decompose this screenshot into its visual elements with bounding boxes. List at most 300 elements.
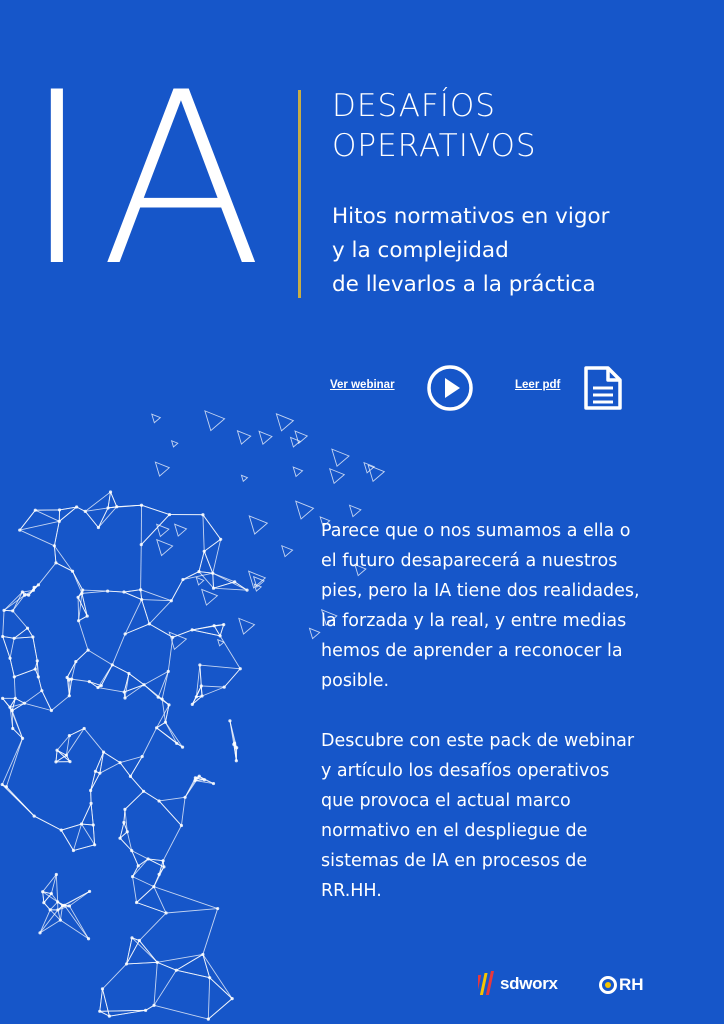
mesh-edge [142, 728, 156, 757]
mesh-node [58, 508, 61, 511]
mesh-edge [133, 877, 154, 887]
mesh-shard [172, 441, 178, 447]
mesh-node [141, 755, 144, 758]
mesh-edge [130, 776, 143, 791]
mesh-node [139, 588, 142, 591]
orh-logo [598, 972, 644, 998]
mesh-edge [165, 722, 176, 743]
mesh-node [180, 824, 183, 827]
mesh-edge [141, 590, 172, 601]
mesh-edge [60, 920, 88, 939]
mesh-edge [200, 665, 240, 669]
mesh-edge [13, 611, 28, 628]
mesh-edge [203, 515, 221, 540]
mesh-node [115, 505, 118, 508]
mesh-node [102, 750, 105, 753]
mesh-node [60, 829, 63, 832]
mesh-shard [241, 475, 247, 481]
mesh-edge [220, 625, 224, 636]
mesh-shard [330, 469, 345, 484]
mesh-edge [203, 954, 210, 977]
mesh-node [122, 821, 125, 824]
mesh-edge [204, 551, 213, 573]
mesh-edge [125, 791, 144, 809]
mesh-node [123, 696, 126, 699]
mesh-edge [78, 597, 79, 620]
mesh-edge [100, 752, 104, 773]
mesh-node [168, 513, 171, 516]
mesh-edge [54, 521, 59, 545]
mesh-edge [102, 989, 109, 1016]
mesh-node [109, 490, 112, 493]
mesh-edge [199, 572, 213, 574]
mesh-node [137, 864, 140, 867]
mesh-node [67, 679, 70, 682]
mesh-edge [72, 662, 76, 680]
mesh-node [61, 904, 64, 907]
mesh-node [50, 892, 53, 895]
mesh-node [140, 543, 143, 546]
mesh-edge [120, 763, 130, 777]
mesh-node [201, 953, 204, 956]
mesh-node [59, 919, 62, 922]
mesh-edge [101, 665, 112, 686]
mesh-node [13, 637, 16, 640]
mesh-node [38, 931, 41, 934]
mesh-node [197, 570, 200, 573]
mesh-edge [173, 630, 192, 637]
mesh-node [1, 783, 4, 786]
mesh-node [14, 697, 17, 700]
mesh-node [56, 900, 59, 903]
mesh-edge [213, 573, 235, 582]
mesh-shard [295, 431, 307, 443]
mesh-edge [89, 682, 101, 686]
mesh-node [84, 510, 87, 513]
text-line: pies, pero la IA tiene dos realidades, [321, 581, 640, 601]
text-line: hemos de aprender a reconocer la [321, 641, 623, 661]
mesh-edge [154, 970, 176, 1005]
mesh-node [58, 520, 61, 523]
mesh-edge [102, 964, 126, 989]
mesh-node [80, 592, 83, 595]
mesh-shard [259, 431, 272, 444]
mesh-edge [171, 580, 183, 601]
mesh-node [5, 785, 8, 788]
mesh-edge [124, 592, 142, 600]
paragraph-description [321, 726, 713, 906]
mesh-node [156, 961, 159, 964]
mesh-edge [213, 573, 247, 590]
mesh-shard [350, 505, 361, 516]
mesh-edge [210, 978, 232, 999]
mesh-node [106, 506, 109, 509]
mesh-edge [185, 776, 199, 797]
mesh-node [200, 694, 203, 697]
mesh-edge [112, 634, 125, 665]
mesh-edge [82, 591, 108, 593]
mesh-node [130, 936, 133, 939]
mesh-edge [199, 572, 214, 589]
play-circle-icon[interactable] [426, 364, 474, 412]
mesh-node [239, 667, 242, 670]
mesh-node [74, 660, 77, 663]
mesh-node [235, 759, 238, 762]
mesh-node [193, 779, 196, 782]
mesh-node [86, 648, 89, 651]
mesh-edge [10, 658, 14, 677]
mesh-edge [73, 845, 94, 851]
mesh-edge [82, 824, 94, 825]
mesh-node [135, 901, 138, 904]
mesh-node [126, 830, 129, 833]
mesh-shard [282, 546, 293, 557]
mesh-edge [56, 750, 57, 762]
mesh-node [71, 570, 74, 573]
mesh-edge [2, 738, 22, 784]
mesh-edge [51, 696, 69, 711]
title-line: OPERATIVOS [332, 128, 537, 164]
mesh-node [26, 627, 29, 630]
mesh-edge [192, 686, 201, 704]
mesh-node [216, 907, 219, 910]
mesh-edge [42, 691, 52, 711]
mesh-edge [144, 685, 158, 697]
mesh-node [13, 675, 16, 678]
mesh-edge [69, 906, 88, 939]
mesh-edge [14, 677, 15, 699]
mesh-node [31, 635, 34, 638]
mesh-shard [249, 516, 267, 534]
mesh-node [144, 1009, 147, 1012]
mesh-node [164, 721, 167, 724]
mesh-node [23, 702, 26, 705]
mesh-edge [126, 941, 139, 964]
mesh-edge [208, 978, 209, 1019]
subtitle-line: Hitos normativos en vigor [332, 204, 610, 229]
mesh-node [32, 589, 35, 592]
mesh-node [157, 799, 160, 802]
mesh-node [171, 636, 174, 639]
mesh-edge [144, 671, 168, 684]
mesh-node [37, 583, 40, 586]
mesh-edge [100, 763, 120, 774]
mesh-edge [100, 989, 103, 1011]
mesh-edge [213, 573, 214, 588]
mesh-node [34, 509, 37, 512]
mesh-node [68, 904, 71, 907]
mesh-node [11, 709, 14, 712]
mesh-shard [293, 467, 302, 476]
mesh-edge [20, 530, 55, 546]
mesh-node [66, 676, 69, 679]
mesh-edge [203, 954, 232, 998]
mesh-edge [139, 913, 166, 941]
mesh-edge [6, 787, 34, 816]
text-line: el futuro desaparecerá a nuestros [321, 551, 618, 571]
mesh-edge [132, 851, 139, 866]
subtitle-line: de llevarlos a la práctica [332, 272, 596, 297]
mesh-edge [38, 677, 41, 691]
mesh-node [223, 686, 226, 689]
mesh-edge [159, 797, 185, 801]
mesh-edge [129, 674, 144, 685]
mesh-edge [79, 621, 88, 650]
mesh-edge [183, 573, 213, 579]
mesh-shard [155, 462, 169, 476]
mesh-node [89, 789, 92, 792]
mesh-edge [141, 515, 169, 545]
mesh-shard [309, 628, 319, 638]
mesh-node [98, 1010, 101, 1013]
gold-divider [298, 90, 301, 298]
mesh-node [191, 703, 194, 706]
mesh-node [1, 635, 4, 638]
mesh-edge [201, 686, 224, 687]
mesh-node [170, 599, 173, 602]
mesh-node [87, 937, 90, 940]
mesh-edge [91, 771, 96, 790]
mesh-edge [192, 625, 224, 630]
mesh-edge [73, 571, 83, 590]
mesh-node [68, 734, 71, 737]
mesh-edge [214, 588, 248, 590]
mesh-node [142, 683, 145, 686]
mesh-node [140, 598, 143, 601]
mesh-edge [142, 600, 150, 624]
mesh-node [27, 594, 30, 597]
mesh-edge [126, 962, 157, 964]
mesh-node [8, 657, 11, 660]
mesh-node [54, 760, 57, 763]
mesh-edge [95, 752, 103, 771]
mesh-node [33, 586, 36, 589]
mesh-edge [56, 755, 66, 762]
mesh-node [88, 680, 91, 683]
mesh-node [195, 695, 198, 698]
mesh-edge [24, 703, 51, 710]
mesh-edge [157, 728, 177, 744]
mesh-node [65, 754, 68, 757]
mesh-node [55, 749, 58, 752]
mesh-node [181, 578, 184, 581]
mesh-edge [33, 637, 37, 661]
sdworx-logo [478, 970, 558, 998]
mesh-edge [63, 891, 90, 905]
mesh-edge [98, 688, 124, 692]
leer-pdf-link[interactable]: Leer pdf [515, 379, 561, 391]
mesh-edge [76, 650, 88, 662]
mesh-edge [144, 791, 159, 801]
mesh-node [96, 686, 99, 689]
title-line: DESAFÍOS [332, 88, 496, 124]
mesh-node [207, 1018, 210, 1021]
mesh-edge [203, 909, 218, 955]
mesh-node [203, 778, 206, 781]
mesh-node [106, 589, 109, 592]
mesh-edge [84, 728, 103, 752]
mesh-node [68, 760, 71, 763]
mesh-shard [175, 524, 187, 536]
mesh-node [1, 697, 4, 700]
mesh-node [41, 890, 44, 893]
mesh-node [175, 969, 178, 972]
mesh-node [231, 997, 234, 1000]
mesh-node [50, 709, 53, 712]
mesh-node [161, 697, 164, 700]
mesh-edge [14, 637, 33, 638]
mesh-node [56, 908, 59, 911]
mesh-edge [154, 874, 159, 886]
mesh-node [86, 614, 89, 617]
mesh-shard [237, 431, 250, 444]
mesh-edge [14, 628, 27, 638]
mesh-edge [203, 515, 204, 552]
mesh-node [158, 873, 161, 876]
mesh-node [125, 962, 128, 965]
mesh-node [49, 908, 52, 911]
mesh-edge [54, 546, 72, 571]
mesh-node [127, 672, 130, 675]
mesh-node [36, 659, 39, 662]
mesh-edge [154, 887, 218, 909]
mesh-node [123, 808, 126, 811]
mesh-edge [108, 492, 110, 508]
mesh-node [203, 550, 206, 553]
mesh-node [162, 859, 165, 862]
mesh-node [213, 624, 216, 627]
mesh-node [191, 628, 194, 631]
mesh-edge [132, 938, 157, 963]
mesh-edge [10, 638, 14, 658]
mesh-node [23, 594, 26, 597]
mesh-edge [165, 722, 182, 747]
mesh-node [219, 538, 222, 541]
sdworx-logo-text: sdworx [500, 974, 558, 993]
mesh-node [118, 837, 121, 840]
document-icon[interactable] [582, 364, 624, 412]
mesh-shard [291, 437, 301, 447]
ver-webinar-link[interactable]: Ver webinar [330, 379, 395, 391]
text-line: y artículo los desafíos operativos [321, 761, 610, 781]
mesh-edge [108, 505, 141, 508]
mesh-node [2, 609, 5, 612]
mesh-node [83, 727, 86, 730]
mesh-edge [162, 699, 165, 722]
mesh-edge [199, 551, 204, 571]
mesh-edge [163, 826, 181, 861]
mesh-node [235, 746, 238, 749]
mesh-edge [137, 887, 154, 903]
mesh-node [42, 901, 45, 904]
mesh-edge [61, 824, 81, 830]
mesh-shard [157, 540, 173, 556]
mesh-edge [64, 905, 88, 938]
mesh-edge [112, 665, 129, 674]
mesh-node [34, 667, 37, 670]
page-title [332, 86, 702, 166]
mesh-node [40, 689, 43, 692]
mesh-node [33, 814, 36, 817]
mesh-node [198, 663, 201, 666]
mesh-edge [14, 669, 35, 677]
mesh-node [21, 737, 24, 740]
mesh-node [88, 890, 91, 893]
mesh-shard [296, 501, 314, 519]
mesh-node [219, 634, 222, 637]
sdworx-bars-icon [478, 971, 496, 997]
mesh-node [118, 761, 121, 764]
mesh-shard [332, 449, 349, 466]
mesh-node [54, 561, 57, 564]
mesh-edge [202, 687, 224, 696]
mesh-node [130, 849, 133, 852]
mesh-node [222, 623, 225, 626]
mesh-edge [142, 505, 170, 514]
mesh-edge [159, 801, 181, 826]
mesh-edge [224, 669, 240, 687]
mesh-node [124, 632, 127, 635]
text-line: RR.HH. [321, 881, 382, 901]
mesh-node [162, 865, 165, 868]
mesh-node [131, 875, 134, 878]
mesh-node [37, 675, 40, 678]
mesh-edge [158, 697, 169, 705]
mesh-node [148, 622, 151, 625]
orh-logo-text: RH [619, 975, 644, 994]
mesh-edge [91, 773, 100, 790]
mesh-node [245, 589, 248, 592]
mesh-edge [85, 511, 98, 527]
mesh-node [89, 802, 92, 805]
mesh-node [92, 823, 95, 826]
mesh-edge [6, 738, 22, 786]
mesh-edge [104, 752, 121, 763]
page-subtitle [332, 200, 712, 302]
mesh-node [233, 742, 236, 745]
mesh-node [212, 782, 215, 785]
mesh-edge [154, 1005, 208, 1019]
mesh-node [123, 690, 126, 693]
mesh-node [81, 588, 84, 591]
mesh-edge [38, 563, 56, 585]
mesh-edge [124, 590, 141, 592]
mesh-edge [125, 685, 144, 698]
mesh-node [75, 505, 78, 508]
mesh-edge [214, 582, 235, 588]
mesh-shard [368, 465, 384, 481]
mesh-node [68, 694, 71, 697]
mesh-edge [93, 825, 94, 845]
mesh-node [211, 572, 214, 575]
mesh-edge [91, 803, 93, 825]
mesh-edge [166, 909, 218, 913]
mesh-node [72, 849, 75, 852]
mesh-edge [192, 630, 220, 636]
mesh-node [55, 873, 58, 876]
mesh-edge [3, 610, 4, 636]
mesh-edge [157, 962, 176, 970]
mesh-node [155, 726, 158, 729]
mesh-node [77, 619, 80, 622]
mesh-node [70, 678, 73, 681]
text-line: la forzada y la real, y entre medias [321, 611, 627, 631]
mesh-node [76, 596, 79, 599]
mesh-node [80, 822, 83, 825]
mesh-edge [3, 636, 14, 638]
mesh-node [100, 684, 103, 687]
mesh-edge [73, 824, 81, 850]
